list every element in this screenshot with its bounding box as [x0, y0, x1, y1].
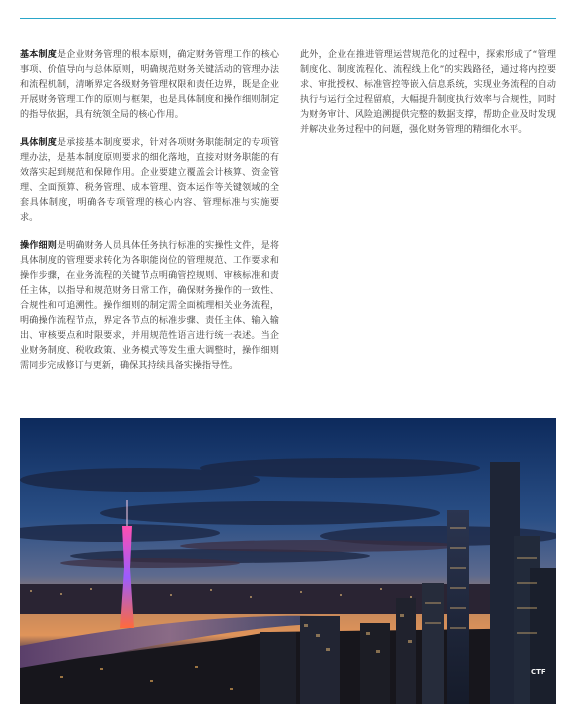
top-divider [20, 18, 556, 19]
term-operating-rules: 操作细则 [20, 241, 58, 251]
paragraph-body: 是明确财务人员具体任务执行标准的实操性文件，是将具体制度的管理要求转化为各职能岗位的管理规范、工作要求和操作步骤，在业务流程的关键节点明确管控规则、审核标准和责任主体，以指导和规范财务日常工作，确保财务操作的一致性、合规性和可追溯性。操作细则的制定需全面梳理相关业务流程，明确操作流程节点，界定各节点的标准步骤、责任主体、输入输出、审核要点和时限要求，并用规范性语言进行统一表述。当企业财务制度、税收政策、业务模式等发生重大调整时，操作细则需同步完成修订与更新，确保其持续具备实操指导性。 [20, 241, 279, 371]
paragraph-body: 此外，企业在推进管理运营规范化的过程中，探索形成了“管理制度化、制度流程化、流程线上化”的实践路径，通过将内控要求、审批授权、标准管控等嵌入信息系统，实现业务流程的自动执行与运行全过程留痕，大幅提升制度执行效率与合规性，同时为财务审计、风险追溯提供完整的数据支撑，帮助企业及时发现并解决业务过程中的问题，强化财务管理的精细化水平。 [300, 50, 556, 135]
term-specific-system: 具体制度 [20, 138, 58, 148]
paragraph-operating-rules [20, 239, 279, 374]
paragraph-body: 是承接基本制度要求，针对各项财务职能制定的专项管理办法，是基本制度原则要求的细化落地，直接对财务职能的有效落实起到规范和保障作用。企业要建立覆盖会计核算、资金管理、全面预算、税务管理、成本管理、资本运作等关键领域的全套具体制度，明确各专项管理的核心内容、管理标准与实施要求。 [20, 138, 279, 223]
right-column [300, 48, 556, 151]
paragraph-digitalization [300, 48, 556, 138]
left-column [20, 48, 279, 387]
term-basic-system: 基本制度 [20, 50, 58, 60]
paragraph-basic-system [20, 48, 279, 123]
paragraph-body: 是企业财务管理的根本原则，确定财务管理工作的核心事项、价值导向与总体原则，明确规范财务关键活动的管理办法和流程机制，清晰界定各级财务管理权限和责任边界，既是企业开展财务管理工作的原则与框架，也是具体制度和操作细则制定的指导依据，具有统领全局的核心作用。 [20, 50, 279, 120]
city-skyline-photo [20, 418, 556, 704]
building-sign: CTF [531, 668, 546, 676]
paragraph-specific-system [20, 136, 279, 226]
skyline-illustration [20, 418, 556, 704]
